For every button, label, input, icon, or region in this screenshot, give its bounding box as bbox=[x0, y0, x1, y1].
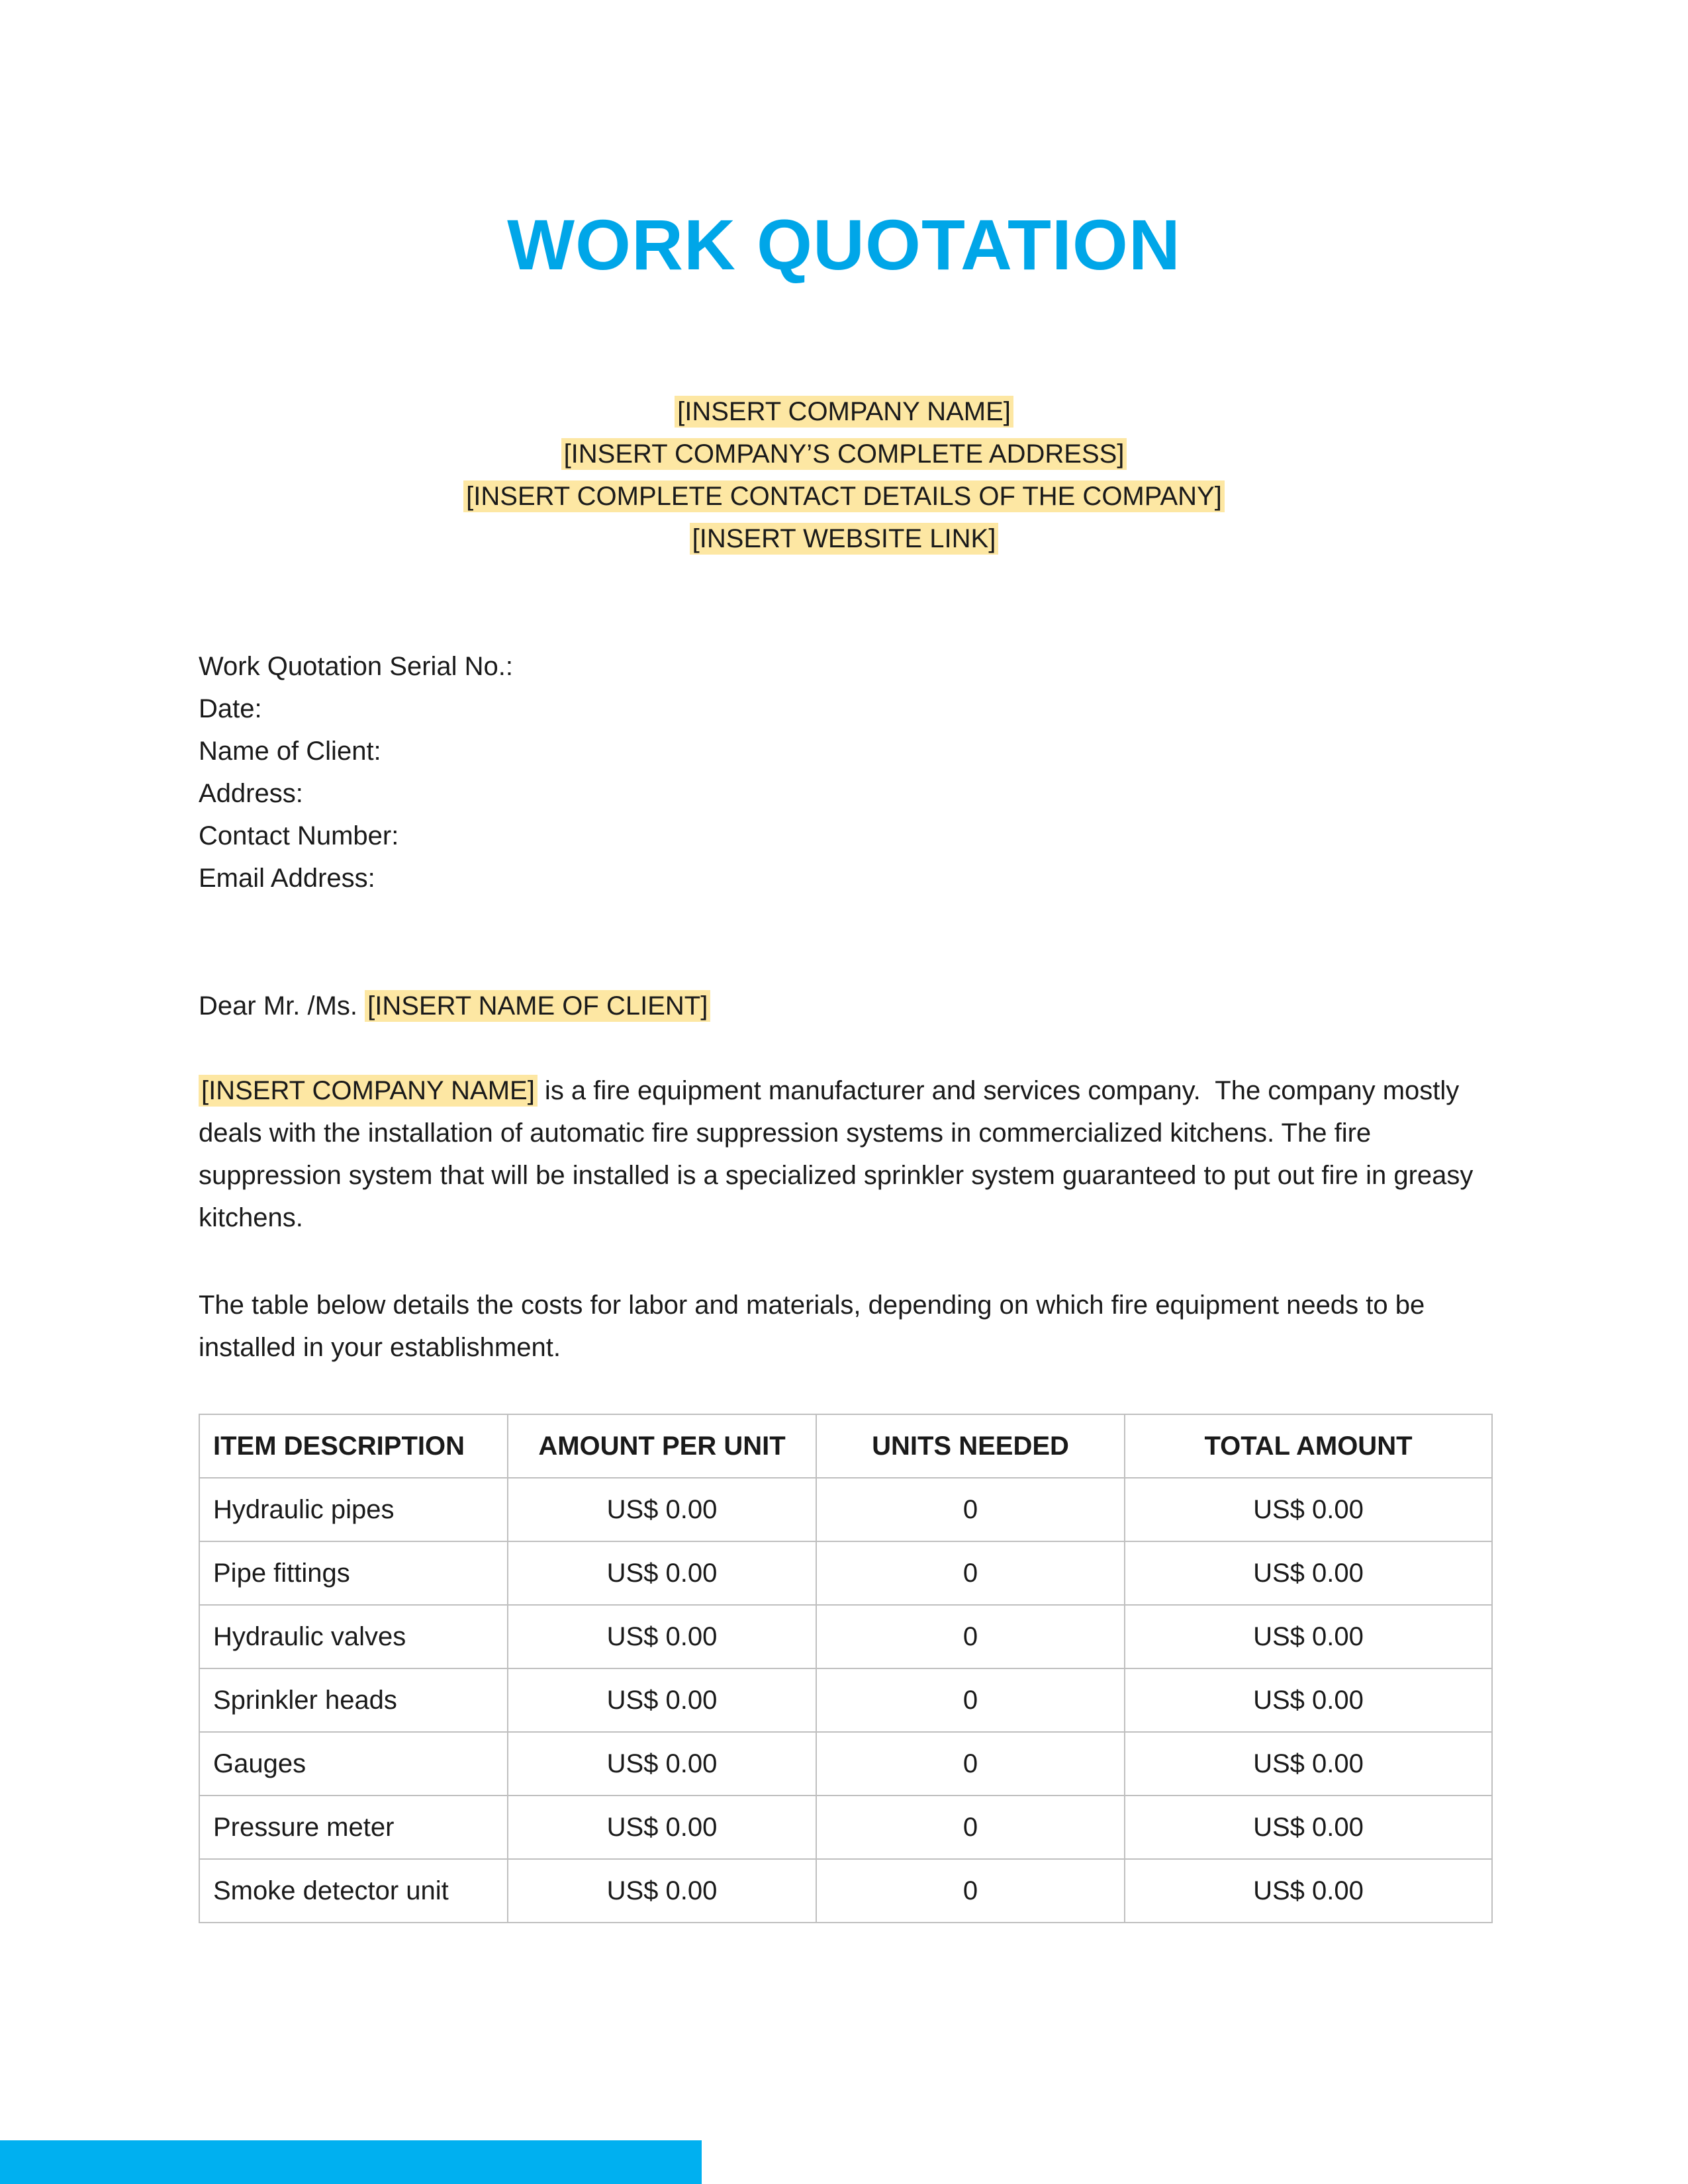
units-needed-cell: 0 bbox=[816, 1796, 1125, 1859]
total-amount-cell: US$ 0.00 bbox=[1125, 1478, 1492, 1541]
total-amount-cell: US$ 0.00 bbox=[1125, 1732, 1492, 1796]
table-row bbox=[199, 1668, 1492, 1732]
amount-per-unit-cell: US$ 0.00 bbox=[508, 1732, 816, 1796]
units-needed-cell: 0 bbox=[816, 1668, 1125, 1732]
table-row bbox=[199, 1541, 1492, 1605]
table-header-row bbox=[199, 1414, 1492, 1478]
quotation-fields bbox=[199, 645, 513, 899]
table-row bbox=[199, 1859, 1492, 1923]
salutation-prefix: Dear Mr. /Ms. bbox=[199, 991, 365, 1021]
item-description-cell: Pipe fittings bbox=[199, 1541, 508, 1605]
item-description-cell: Smoke detector unit bbox=[199, 1859, 508, 1923]
total-amount-cell: US$ 0.00 bbox=[1125, 1668, 1492, 1732]
header-total-amount: TOTAL AMOUNT bbox=[1125, 1414, 1492, 1478]
field-contact-number: Contact Number: bbox=[199, 821, 399, 850]
field-serial-no: Work Quotation Serial No.: bbox=[199, 652, 514, 681]
item-description-cell: Hydraulic valves bbox=[199, 1605, 508, 1668]
footer-accent-bar bbox=[0, 2140, 702, 2184]
units-needed-cell: 0 bbox=[816, 1732, 1125, 1796]
field-email-address: Email Address: bbox=[199, 864, 375, 893]
company-contact-placeholder: [INSERT COMPLETE CONTACT DETAILS OF THE COMPANY] bbox=[463, 480, 1225, 512]
field-date: Date: bbox=[199, 694, 262, 723]
units-needed-cell: 0 bbox=[816, 1541, 1125, 1605]
intro-paragraph bbox=[199, 1069, 1496, 1239]
units-needed-cell: 0 bbox=[816, 1478, 1125, 1541]
amount-per-unit-cell: US$ 0.00 bbox=[508, 1796, 816, 1859]
company-name-inline-placeholder: [INSERT COMPANY NAME] bbox=[199, 1075, 538, 1107]
header-item-description: ITEM DESCRIPTION bbox=[199, 1414, 508, 1478]
units-needed-cell: 0 bbox=[816, 1605, 1125, 1668]
company-info bbox=[0, 390, 1688, 560]
items-table bbox=[199, 1414, 1493, 1923]
total-amount-cell: US$ 0.00 bbox=[1125, 1796, 1492, 1859]
table-row bbox=[199, 1732, 1492, 1796]
field-address: Address: bbox=[199, 779, 303, 808]
field-client-name: Name of Client: bbox=[199, 737, 381, 766]
item-description-cell: Pressure meter bbox=[199, 1796, 508, 1859]
total-amount-cell: US$ 0.00 bbox=[1125, 1605, 1492, 1668]
amount-per-unit-cell: US$ 0.00 bbox=[508, 1605, 816, 1668]
intro-paragraph-text: is a fire equipment manufacturer and services company. The company mostly deals with the installation of automatic fire suppression systems in commercialized kitchens. The fire suppression system that will be installed is a specialized sprinkler system guaranteed to put out fire in greasy kitchens. bbox=[199, 1076, 1481, 1232]
header-amount-per-unit: AMOUNT PER UNIT bbox=[508, 1414, 816, 1478]
client-name-placeholder: [INSERT NAME OF CLIENT] bbox=[365, 990, 710, 1022]
table-row bbox=[199, 1605, 1492, 1668]
item-description-cell: Gauges bbox=[199, 1732, 508, 1796]
item-description-cell: Sprinkler heads bbox=[199, 1668, 508, 1732]
salutation bbox=[199, 985, 710, 1027]
amount-per-unit-cell: US$ 0.00 bbox=[508, 1541, 816, 1605]
company-address-placeholder: [INSERT COMPANY’S COMPLETE ADDRESS] bbox=[561, 438, 1127, 470]
table-row bbox=[199, 1478, 1492, 1541]
amount-per-unit-cell: US$ 0.00 bbox=[508, 1478, 816, 1541]
total-amount-cell: US$ 0.00 bbox=[1125, 1859, 1492, 1923]
amount-per-unit-cell: US$ 0.00 bbox=[508, 1668, 816, 1732]
company-website-placeholder: [INSERT WEBSITE LINK] bbox=[690, 523, 999, 555]
amount-per-unit-cell: US$ 0.00 bbox=[508, 1859, 816, 1923]
company-name-placeholder: [INSERT COMPANY NAME] bbox=[675, 396, 1013, 428]
units-needed-cell: 0 bbox=[816, 1859, 1125, 1923]
document-title: WORK QUOTATION bbox=[507, 205, 1181, 285]
table-intro-paragraph: The table below details the costs for labor and materials, depending on which fire equipment needs to be installed in your establishment. bbox=[199, 1291, 1425, 1362]
item-description-cell: Hydraulic pipes bbox=[199, 1478, 508, 1541]
header-units-needed: UNITS NEEDED bbox=[816, 1414, 1125, 1478]
total-amount-cell: US$ 0.00 bbox=[1125, 1541, 1492, 1605]
table-row bbox=[199, 1796, 1492, 1859]
